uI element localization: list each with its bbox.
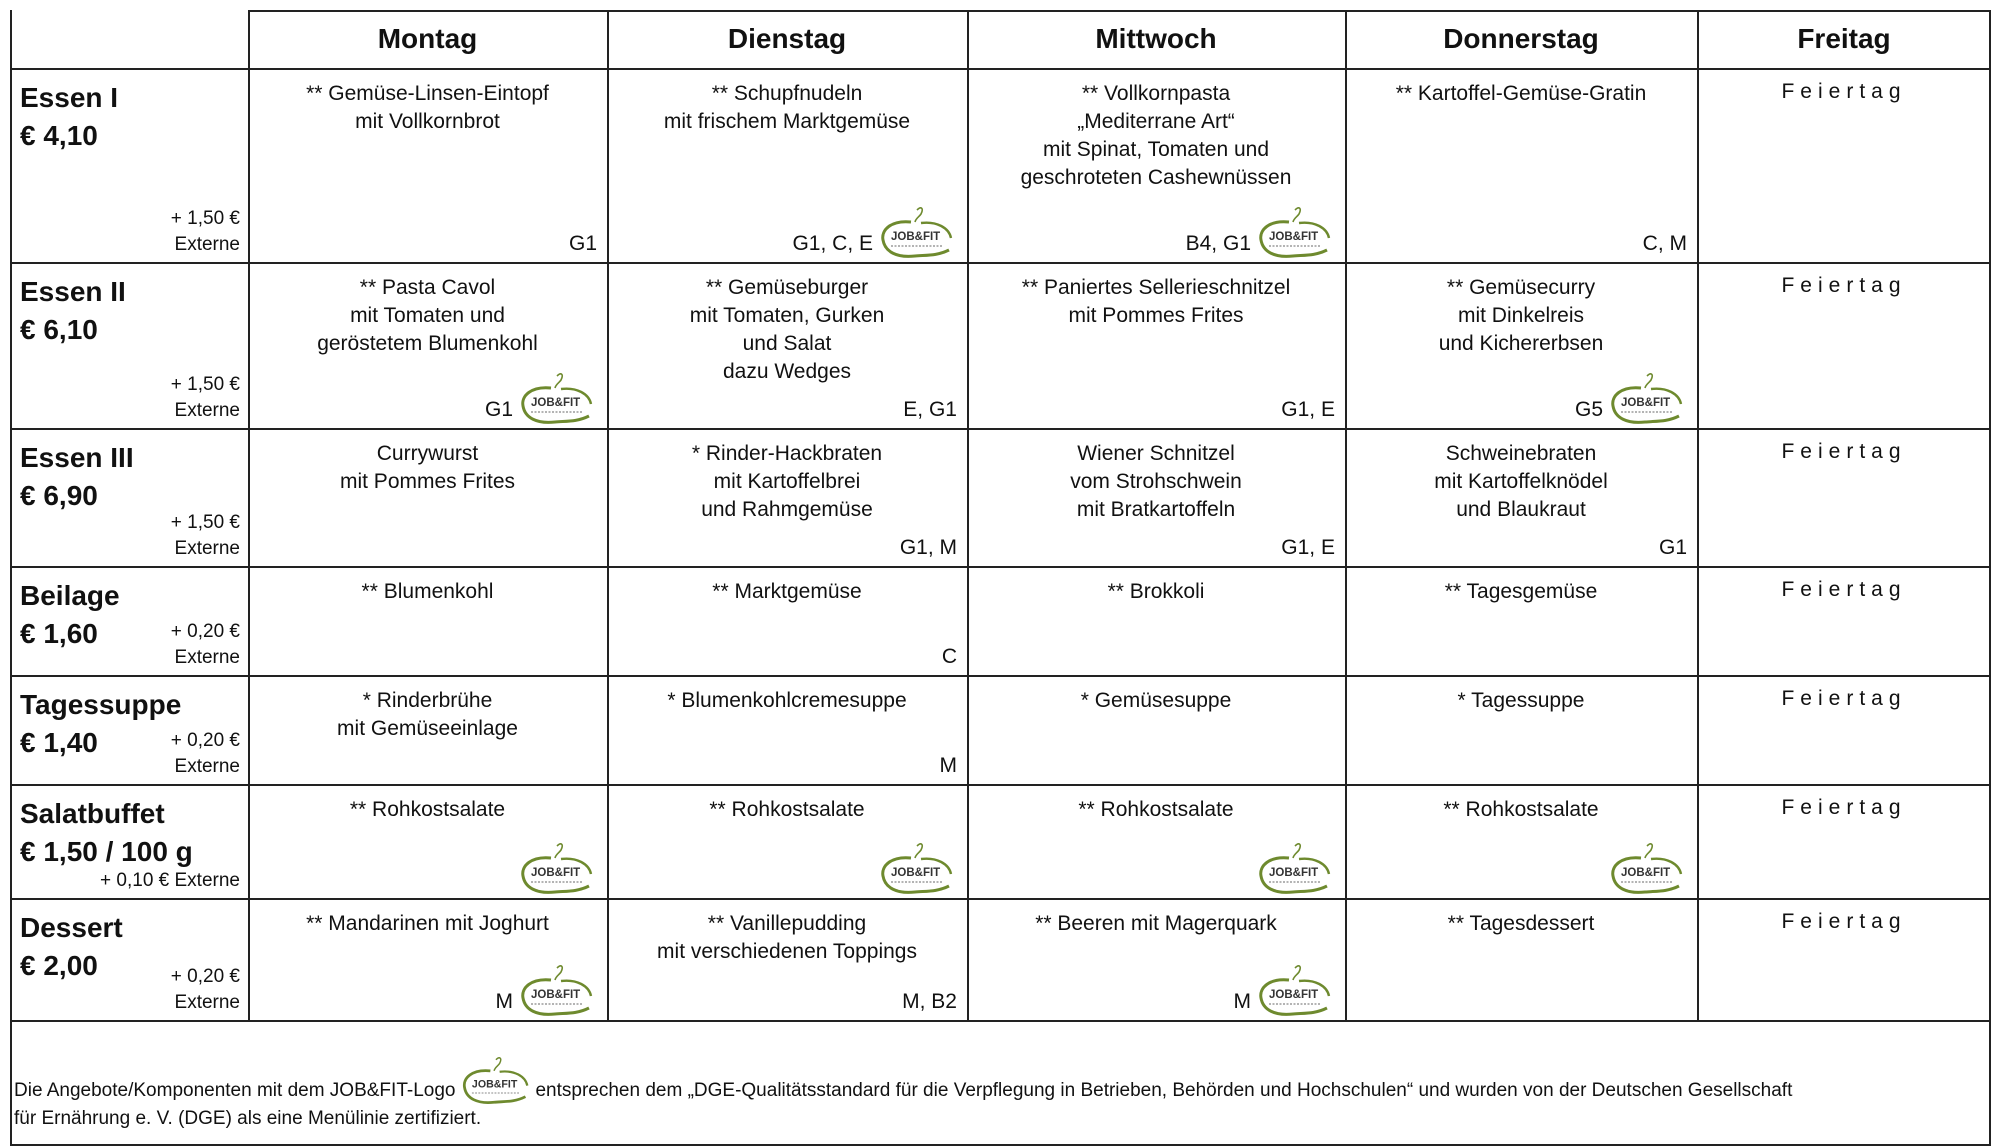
external-surcharge [100, 868, 240, 894]
job-fit-logo-icon [1607, 372, 1685, 426]
dish-description [607, 687, 967, 715]
svg-text:JOB&FIT: JOB&FIT [531, 867, 581, 879]
day-header-freitag: Freitag [1797, 23, 1891, 54]
menu-cell-mittwoch [967, 262, 1345, 428]
dish-line: mit Pommes Frites [1068, 304, 1244, 327]
job-fit-logo-icon [1607, 842, 1685, 896]
external-surcharge-line: + 0,20 € [170, 966, 240, 987]
dish-description [248, 274, 607, 358]
dish-description [1345, 910, 1697, 938]
dish-line: mit Pommes Frites [339, 470, 515, 493]
dish-line: ** Mandarinen mit Joghurt [306, 912, 549, 935]
row-title: Tagessuppe [20, 689, 182, 720]
row-price: € 6,90 [20, 480, 98, 511]
row-header [10, 784, 250, 898]
dish-line: ** Gemüse-Linsen-Eintopf [306, 82, 549, 105]
menu-cell-montag [248, 566, 607, 675]
dish-description [607, 274, 967, 386]
menu-cell-montag [248, 898, 607, 1020]
row-header [10, 566, 250, 675]
dish-line: ** Rohkostsalate [1078, 798, 1234, 821]
menu-cell-mittwoch [967, 68, 1345, 262]
dish-description [967, 910, 1345, 938]
dish-line: und Kichererbsen [1438, 332, 1604, 355]
menu-cell-mittwoch [967, 898, 1345, 1020]
job-fit-logo [877, 206, 955, 260]
dish-line: ** Rohkostsalate [1443, 798, 1599, 821]
holiday-label: Feiertag [1781, 80, 1907, 103]
menu-cell-freitag [1697, 262, 1991, 428]
dish-description [967, 440, 1345, 524]
row-price: € 1,60 [20, 618, 98, 649]
dish-line: ** Blumenkohl [361, 580, 494, 603]
allergen-codes: C, M [1642, 232, 1687, 255]
menu-cell-freitag [1697, 898, 1991, 1020]
job-fit-logo [517, 964, 595, 1018]
row-header [10, 675, 250, 784]
external-surcharge-line: + 1,50 € [170, 374, 240, 395]
external-surcharge-line: + 0,10 € Externe [100, 870, 240, 891]
allergen-codes: G1, E [1281, 536, 1335, 559]
dish-description [1345, 274, 1697, 358]
job-fit-logo-icon [1255, 206, 1333, 260]
job-fit-logo-icon [1255, 964, 1333, 1018]
dish-line: vom Strohschwein [1070, 470, 1242, 493]
certification-line-2: für Ernährung e. V. (DGE) als eine Menülinie zertifiziert. [14, 1108, 482, 1129]
dish-line: ** Gemüsecurry [1446, 276, 1596, 299]
menu-cell-donnerstag [1345, 262, 1697, 428]
row-price: € 4,10 [20, 120, 98, 151]
dish-description [1345, 687, 1697, 715]
menu-cell-dienstag [607, 262, 967, 428]
dish-line: * Rinder-Hackbraten [691, 442, 883, 465]
menu-cell-mittwoch [967, 566, 1345, 675]
external-surcharge [171, 619, 240, 671]
menu-cell-dienstag [607, 675, 967, 784]
external-surcharge-line: + 0,20 € [170, 730, 240, 751]
job-fit-logo-icon [517, 372, 595, 426]
dish-description [1345, 796, 1697, 824]
menu-cell-freitag [1697, 68, 1991, 262]
dish-description [607, 796, 967, 824]
table-horizontal-border [10, 1020, 1991, 1022]
dish-line: geschroteten Cashewnüssen [1020, 166, 1292, 189]
dish-description [607, 440, 967, 524]
menu-cell-dienstag [607, 898, 967, 1020]
dish-line: „Mediterrane Art“ [1077, 110, 1235, 133]
menu-cell-mittwoch [967, 428, 1345, 566]
dish-line: Currywurst [376, 442, 479, 465]
job-fit-logo [517, 842, 595, 896]
dish-line: ** Vollkornpasta [1081, 82, 1231, 105]
dish-line: mit verschiedenen Toppings [657, 940, 917, 963]
job-fit-logo-icon [517, 842, 595, 896]
dish-line: * Rinderbrühe [362, 689, 493, 712]
allergen-codes: G1, E [1281, 398, 1335, 421]
dish-line: dazu Wedges [722, 360, 852, 383]
allergen-codes: M, B2 [902, 990, 957, 1013]
svg-text:JOB&FIT: JOB&FIT [1269, 867, 1319, 879]
row-title: Essen I [20, 82, 119, 113]
svg-text:JOB&FIT: JOB&FIT [472, 1078, 518, 1091]
job-fit-logo [517, 372, 595, 426]
dish-line: Schweinebraten [1445, 442, 1597, 465]
certification-line-1 [14, 1056, 1792, 1106]
menu-cell-dienstag [607, 428, 967, 566]
external-surcharge-line: Externe [174, 647, 240, 668]
dish-description [1345, 80, 1697, 108]
svg-text:JOB&FIT: JOB&FIT [1621, 397, 1671, 409]
external-surcharge [171, 964, 240, 1016]
menu-cell-freitag [1697, 566, 1991, 675]
menu-cell-montag [248, 262, 607, 428]
external-surcharge-line: + 1,50 € [170, 208, 240, 229]
allergen-codes: G1 [1658, 536, 1687, 559]
dish-line: ** Beeren mit Magerquark [1035, 912, 1277, 935]
dish-description [607, 578, 967, 606]
menu-cell-montag [248, 68, 607, 262]
external-surcharge [171, 372, 240, 424]
dish-line: ** Tagesgemüse [1444, 580, 1598, 603]
dish-line: ** Rohkostsalate [709, 798, 865, 821]
dish-line: mit Kartoffelknödel [1434, 470, 1608, 493]
day-header-mittwoch: Mittwoch [1095, 23, 1217, 54]
menu-cell-freitag [1697, 428, 1991, 566]
menu-cell-montag [248, 428, 607, 566]
dish-description [248, 578, 607, 606]
allergen-codes: M [495, 990, 513, 1013]
allergen-codes: G5 [1574, 398, 1603, 421]
row-title: Salatbuffet [20, 798, 165, 829]
dish-line: ** Vanillepudding [707, 912, 867, 935]
job-fit-logo [1255, 842, 1333, 896]
row-title: Essen II [20, 276, 126, 307]
row-title: Beilage [20, 580, 120, 611]
external-surcharge-line: + 1,50 € [170, 512, 240, 533]
menu-cell-donnerstag [1345, 675, 1697, 784]
holiday-label: Feiertag [1781, 440, 1907, 463]
day-header-montag: Montag [377, 23, 478, 54]
row-header [10, 428, 250, 566]
holiday-label: Feiertag [1781, 274, 1907, 297]
dish-line: ** Tagesdessert [1447, 912, 1595, 935]
job-fit-logo-icon [517, 964, 595, 1018]
weekly-menu-table [10, 10, 1991, 1146]
job-fit-logo [1607, 842, 1685, 896]
dish-line: mit Bratkartoffeln [1076, 498, 1236, 521]
dish-description [967, 274, 1345, 330]
dish-line: mit Vollkornbrot [355, 110, 500, 133]
svg-text:JOB&FIT: JOB&FIT [531, 397, 581, 409]
external-surcharge-line: Externe [174, 234, 240, 255]
dish-line: mit Tomaten, Gurken [689, 304, 885, 327]
row-price: € 1,50 / 100 g [20, 836, 193, 867]
dish-description [1345, 578, 1697, 606]
menu-cell-dienstag [607, 566, 967, 675]
dish-line: Wiener Schnitzel [1077, 442, 1235, 465]
row-price: € 2,00 [20, 950, 98, 981]
dish-line: mit frischem Marktgemüse [663, 110, 911, 133]
menu-cell-donnerstag [1345, 898, 1697, 1020]
job-fit-logo [1255, 206, 1333, 260]
certification-note [14, 1056, 1792, 1132]
day-header-dienstag: Dienstag [727, 23, 847, 54]
menu-cell-mittwoch [967, 784, 1345, 898]
dish-description [248, 80, 607, 136]
allergen-codes: G1, C, E [792, 232, 873, 255]
menu-cell-donnerstag [1345, 784, 1697, 898]
day-header-donnerstag: Donnerstag [1443, 23, 1599, 54]
menu-cell-freitag [1697, 675, 1991, 784]
dish-line: und Blaukraut [1456, 498, 1586, 521]
job-fit-logo [1607, 372, 1685, 426]
dish-description [248, 687, 607, 743]
allergen-codes: C [941, 645, 957, 668]
dish-line: ** Brokkoli [1107, 580, 1205, 603]
certification-text-before-logo: Die Angebote/Komponenten mit dem JOB&FIT-Logo [14, 1080, 456, 1101]
dish-description [248, 910, 607, 938]
external-surcharge [171, 510, 240, 562]
svg-text:JOB&FIT: JOB&FIT [891, 231, 941, 243]
holiday-label: Feiertag [1781, 910, 1907, 933]
dish-description [248, 796, 607, 824]
job-fit-logo [877, 842, 955, 896]
dish-line: mit Dinkelreis [1457, 304, 1585, 327]
row-title: Essen III [20, 442, 134, 473]
external-surcharge-line: Externe [174, 400, 240, 421]
menu-cell-dienstag [607, 784, 967, 898]
menu-cell-montag [248, 675, 607, 784]
external-surcharge [171, 728, 240, 780]
certification-text-after-logo: entsprechen dem „DGE-Qualitätsstandard für die Verpflegung in Betrieben, Behörden und Hochschulen“ und wurden von der Deutschen Gesellschaft [535, 1080, 1793, 1101]
dish-line: ** Gemüseburger [705, 276, 869, 299]
menu-cell-freitag [1697, 784, 1991, 898]
dish-description [967, 796, 1345, 824]
row-price: € 6,10 [20, 314, 98, 345]
svg-text:JOB&FIT: JOB&FIT [531, 989, 581, 1001]
dish-line: mit Spinat, Tomaten und [1042, 138, 1270, 161]
job-fit-logo [1255, 964, 1333, 1018]
menu-cell-donnerstag [1345, 68, 1697, 262]
row-price: € 1,40 [20, 727, 98, 758]
dish-line: ** Pasta Cavol [359, 276, 496, 299]
holiday-label: Feiertag [1781, 578, 1907, 601]
dish-line: mit Gemüseeinlage [337, 717, 518, 740]
dish-line: ** Rohkostsalate [349, 798, 506, 821]
dish-description [248, 440, 607, 496]
svg-text:JOB&FIT: JOB&FIT [1269, 989, 1319, 1001]
dish-description [607, 80, 967, 136]
dish-line: geröstetem Blumenkohl [317, 332, 538, 355]
dish-line: ** Kartoffel-Gemüse-Gratin [1395, 82, 1647, 105]
dish-line: ** Marktgemüse [712, 580, 862, 603]
row-header [10, 68, 250, 262]
dish-line: und Rahmgemüse [701, 498, 873, 521]
allergen-codes: G1 [568, 232, 597, 255]
external-surcharge-line: Externe [174, 992, 240, 1013]
svg-text:JOB&FIT: JOB&FIT [1621, 867, 1671, 879]
row-title: Dessert [20, 912, 123, 943]
job-fit-logo-icon [1255, 842, 1333, 896]
dish-description [967, 578, 1345, 606]
dish-description [1345, 440, 1697, 524]
dish-line: und Salat [742, 332, 832, 355]
row-header [10, 898, 250, 1020]
allergen-codes: B4, G1 [1185, 232, 1251, 255]
dish-line: ** Schupfnudeln [711, 82, 863, 105]
menu-cell-montag [248, 784, 607, 898]
holiday-label: Feiertag [1781, 687, 1907, 710]
external-surcharge [171, 206, 240, 258]
dish-line: * Gemüsesuppe [1080, 689, 1232, 712]
dish-line: ** Paniertes Sellerieschnitzel [1021, 276, 1291, 299]
external-surcharge-line: Externe [174, 756, 240, 777]
dish-line: mit Tomaten und [350, 304, 505, 327]
holiday-label: Feiertag [1781, 796, 1907, 819]
dish-line: mit Kartoffelbrei [713, 470, 861, 493]
menu-cell-dienstag [607, 68, 967, 262]
job-fit-logo-icon [877, 842, 955, 896]
job-fit-logo [459, 1056, 531, 1106]
allergen-codes: E, G1 [903, 398, 957, 421]
allergen-codes: M [939, 754, 957, 777]
dish-description [967, 80, 1345, 192]
job-fit-logo-icon [459, 1056, 531, 1106]
allergen-codes: G1 [484, 398, 513, 421]
external-surcharge-line: + 0,20 € [170, 621, 240, 642]
dish-line: * Blumenkohlcremesuppe [667, 689, 907, 712]
svg-text:JOB&FIT: JOB&FIT [1269, 231, 1319, 243]
dish-description [607, 910, 967, 966]
allergen-codes: G1, M [899, 536, 957, 559]
external-surcharge-line: Externe [174, 538, 240, 559]
dish-line: * Tagessuppe [1457, 689, 1585, 712]
svg-text:JOB&FIT: JOB&FIT [891, 867, 941, 879]
menu-cell-mittwoch [967, 675, 1345, 784]
row-header [10, 262, 250, 428]
menu-cell-donnerstag [1345, 428, 1697, 566]
menu-cell-donnerstag [1345, 566, 1697, 675]
job-fit-logo-icon [877, 206, 955, 260]
allergen-codes: M [1233, 990, 1251, 1013]
dish-description [967, 687, 1345, 715]
